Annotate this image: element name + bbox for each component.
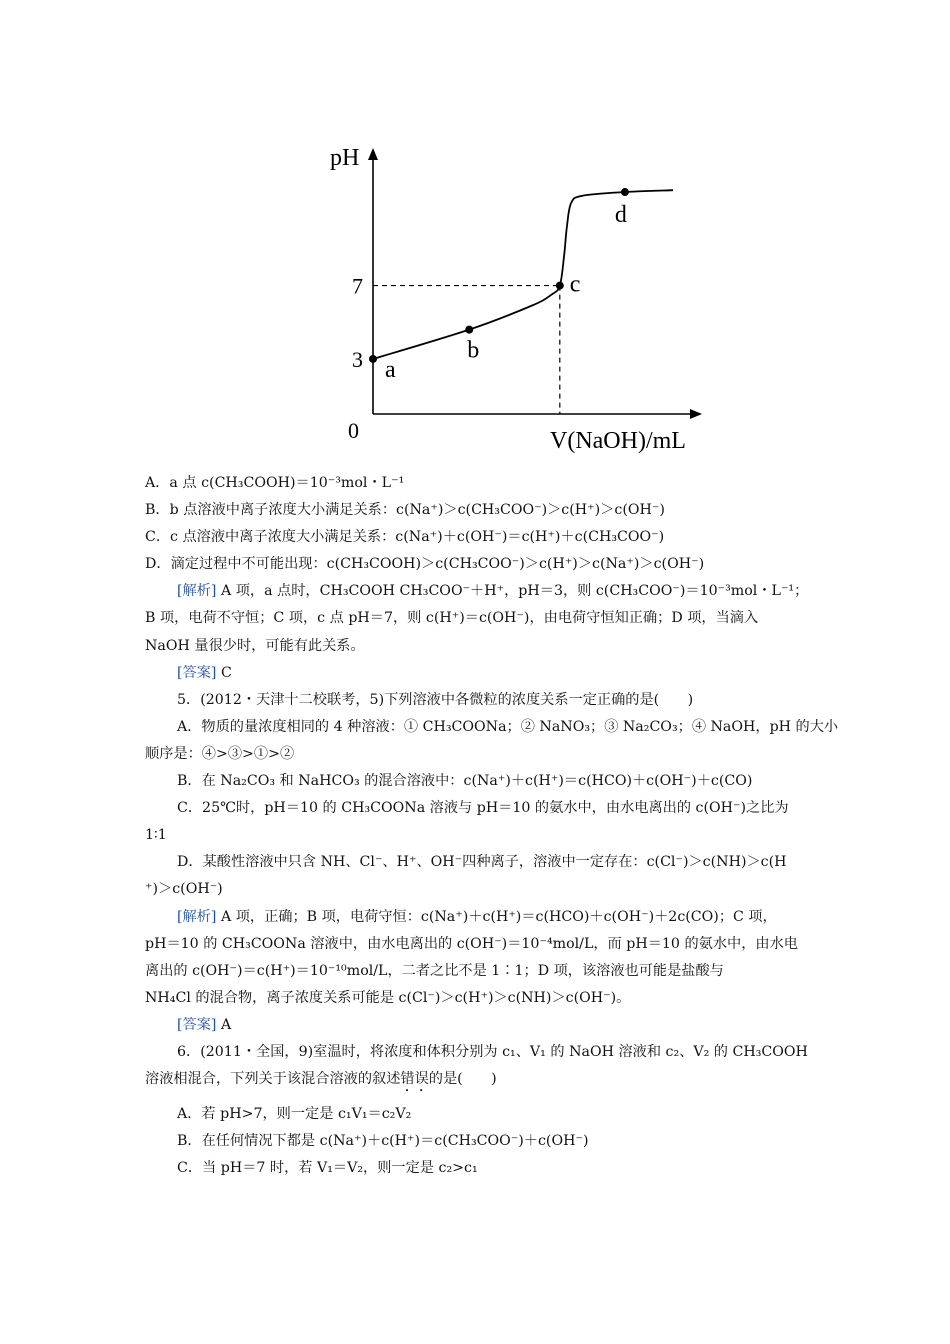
q5-answer-value: A [216,1016,232,1033]
q5-option-c-cont: 1∶1 [145,827,167,844]
q5-stem: 5．(2012・天津十二校联考，5)下列溶液中各微粒的浓度关系一定正确的是( ) [177,691,694,708]
q4-analysis-3: NaOH 量很少时，可能有此关系。 [145,637,365,654]
q6-emphasis: 错误 [400,1071,429,1088]
q4-answer-value: C [216,664,232,681]
q4-analysis-text: A 项，a 点时，CH₃COOH CH₃COO⁻＋H⁺，pH＝3，则 c(CH₃COO⁻)＝10⁻³mol・L⁻¹； [216,583,809,600]
option-b: B．b 点溶液中离子浓度大小满足关系：c(Na⁺)＞c(CH₃COO⁻)＞c(H⁺)＞c(OH⁻) [145,502,665,519]
q4-analysis-2: B 项，电荷不守恒；C 项，c 点 pH＝7，则 c(H⁺)＝c(OH⁻)，由电荷守恒知正确；D 项，当滴入 [145,610,759,627]
titration-curve [373,190,673,359]
q6-stem-text: 溶液相混合，下列关于该混合溶液的叙述 [145,1071,401,1088]
q5-analysis-text: A 项，正确；B 项，电荷守恒：c(Na⁺)＋c(H⁺)＝c(HCO)＋c(OH⁻)＋2c(CO)；C 项， [216,908,777,925]
point-label-d: d [614,202,627,229]
chart-points [369,188,629,363]
q6-stem-2 [145,1066,825,1093]
q5-option-b: B．在 Na₂CO₃ 和 NaHCO₃ 的混合溶液中：c(Na⁺)＋c(H⁺)＝c(HCO)＋c(OH⁻)＋c(CO) [177,773,753,790]
q5-analysis-1 [145,904,825,931]
q5-analysis-2: pH＝10 的 CH₃COONa 溶液中，由水电离出的 c(OH⁻)＝10⁻⁴mol/L，而 pH＝10 的氨水中，由水电 [145,935,798,952]
y-axis-label: pH [330,145,360,171]
chart-axes [368,148,702,419]
q6-stem-1: 6．(2011・全国，9)室温时，将浓度和体积分别为 c₁、V₁ 的 NaOH 溶液和 c₂、V₂ 的 CH₃COOH [177,1043,808,1060]
question-text [145,470,839,1182]
point-d [621,188,629,196]
point-label-b: b [467,337,480,364]
chart-curve [373,190,673,359]
y-tick-label: 7 [352,273,363,299]
q5-option-d-cont: ⁺)＞c(OH⁻) [145,881,223,898]
point-label-a: a [385,356,396,383]
analysis-label: [解析] [177,583,217,600]
analysis-label: [解析] [177,908,217,925]
y-axis-arrow [368,148,378,160]
q6-option-b: B．在任何情况下都是 c(Na⁺)＋c(H⁺)＝c(CH₃COO⁻)＋c(OH⁻) [177,1133,589,1150]
point-b [465,326,473,334]
x-axis-arrow [690,409,702,419]
q5-answer [145,1012,825,1039]
option-a: A．a 点 c(CH₃COOH)＝10⁻³mol・L⁻¹ [145,475,405,491]
q5-analysis-4: NH₄Cl 的混合物，离子浓度关系可能是 c(Cl⁻)＞c(H⁺)＞c(NH)＞c(OH⁻)。 [145,989,631,1006]
option-c: C．c 点溶液中离子浓度大小满足关系：c(Na⁺)＋c(OH⁻)＝c(H⁺)＋c(CH₃COO⁻) [145,529,665,546]
option-d: D．滴定过程中不可能出现：c(CH₃COOH)＞c(CH₃COO⁻)＞c(H⁺)＞c(Na⁺)＞c(OH⁻) [145,556,705,573]
x-axis-label: V(NaOH)/mL [550,428,686,454]
q5-option-a-cont: 顺序是：④>③>①>② [145,745,295,762]
q5-option-a: A．物质的量浓度相同的 4 种溶液：① CH₃COONa；② NaNO₃；③ Na₂CO₃；④ NaOH，pH 的大小 [177,718,839,735]
y-tick-label: 3 [352,346,363,372]
origin-label: 0 [348,418,359,443]
q6-option-a: A．若 pH>7，则一定是 c₁V₁＝c₂V₂ [177,1106,412,1123]
q6-stem-end: 的是( ) [428,1071,497,1088]
q6-option-c: C．当 pH＝7 时，若 V₁＝V₂，则一定是 c₂>c₁ [177,1160,478,1177]
q5-option-d: D．某酸性溶液中只含 NH、Cl⁻、H⁺、OH⁻四种离子，溶液中一定存在：c(Cl⁻)＞c(NH)＞c(H [177,854,787,871]
q5-analysis-3: 离出的 c(OH⁻)＝c(H⁺)＝10⁻¹⁰mol/L，二者之比不是 1∶1；D 项，该溶液也可能是盐酸与 [145,962,724,979]
point-label-c: c [569,271,581,298]
answer-label: [答案] [177,1016,217,1033]
point-c [556,282,564,290]
q5-option-c: C．25℃时，pH＝10 的 CH₃COONa 溶液与 pH＝10 的氨水中，由水电离出的 c(OH⁻)之比为 [177,800,789,817]
q4-analysis-1 [145,578,825,605]
titration-chart [320,130,720,460]
answer-label: [答案] [177,664,217,681]
point-a [369,355,377,363]
q4-answer [145,660,825,687]
